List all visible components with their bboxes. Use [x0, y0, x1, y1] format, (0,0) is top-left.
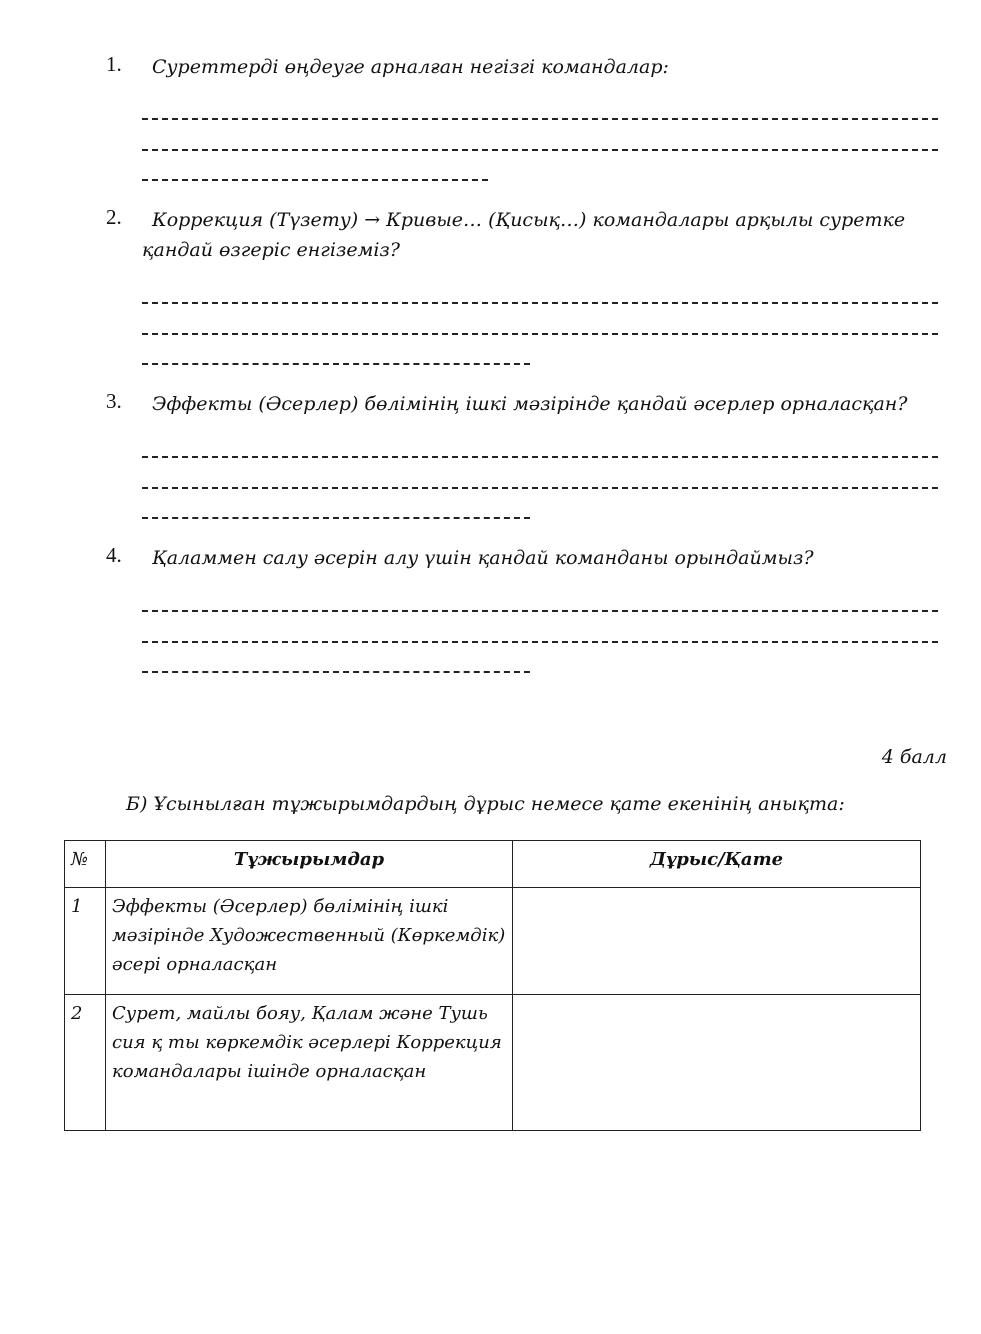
row-number: 2 — [65, 995, 106, 1131]
answer-line[interactable] — [142, 487, 938, 489]
answer-line[interactable] — [142, 118, 938, 120]
answer-line[interactable] — [142, 363, 530, 365]
table-header-row — [65, 841, 921, 888]
row-answer-cell[interactable] — [513, 888, 921, 995]
answer-line[interactable] — [142, 456, 938, 458]
question-text: Коррекция (Түзету) → Кривые… (Қисық…) командалары арқылы суретке қандай өзгеріс енгіземіз? — [142, 209, 906, 261]
answer-line[interactable] — [142, 641, 938, 643]
answer-line[interactable] — [142, 671, 530, 673]
section-b-instruction: Б) Ұсынылған тұжырымдардың дұрыс немесе қате екенінің анықта: — [126, 793, 845, 815]
statements-table — [64, 840, 921, 1131]
question-number: 4. — [106, 543, 122, 567]
answer-line[interactable] — [142, 302, 938, 304]
question-text: Эффекты (Әсерлер) бөлімінің ішкі мәзірінде қандай әсерлер орналасқан? — [152, 393, 908, 415]
header-number: № — [65, 841, 106, 888]
question-number: 2. — [106, 205, 122, 229]
answer-line[interactable] — [142, 179, 488, 181]
table-row — [65, 995, 921, 1131]
header-statement: Тұжырымдар — [106, 841, 513, 888]
score-label: 4 балл — [881, 746, 947, 768]
row-answer-cell[interactable] — [513, 995, 921, 1131]
answer-line[interactable] — [142, 333, 938, 335]
answer-line[interactable] — [142, 149, 938, 151]
header-answer: Дұрыс/Қате — [513, 841, 921, 888]
question-text: Қаламмен салу әсерін алу үшін қандай команданы орындаймыз? — [152, 547, 814, 569]
answer-line[interactable] — [142, 610, 938, 612]
row-number: 1 — [65, 888, 106, 995]
question-number: 3. — [106, 389, 122, 413]
question-text: Суреттерді өңдеуге арналған негізгі командалар: — [152, 56, 669, 78]
row-statement: Эффекты (Әсерлер) бөлімінің ішкі мәзірінде Художественный (Көркемдік) әсері орналасқан — [106, 888, 513, 995]
row-statement: Сурет, майлы бояу, Қалам және Тушь сия қ ты көркемдік әсерлері Коррекция командалары ішінде орналасқан — [106, 995, 513, 1131]
answer-line[interactable] — [142, 517, 530, 519]
table-row — [65, 888, 921, 995]
question-number: 1. — [106, 52, 122, 76]
